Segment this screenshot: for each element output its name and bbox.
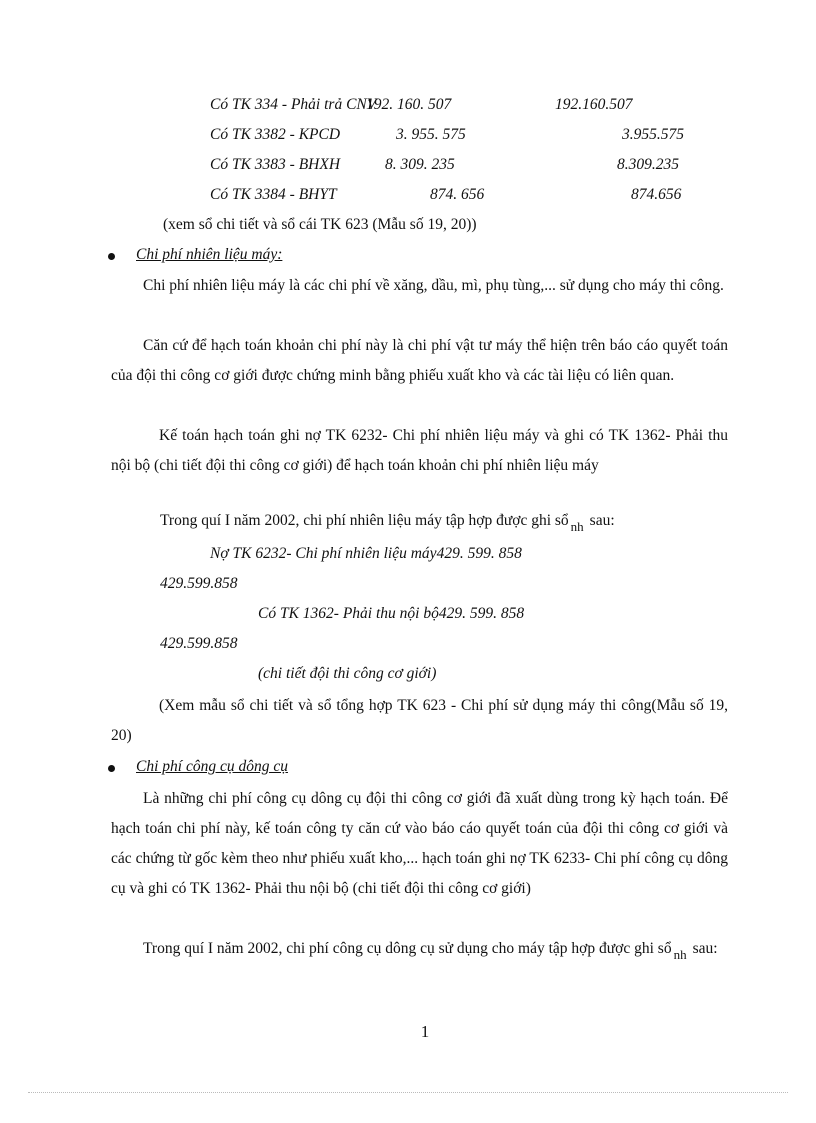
fuel-quarter-subscript: nh: [570, 519, 584, 534]
paragraph-fuel-quarter: [160, 512, 615, 534]
credit-amount-spaced-3384: 874. 656: [430, 186, 485, 203]
credit-amount-334: 192.160.507: [555, 96, 633, 113]
fuel-credit-line: [258, 605, 524, 623]
fuel-credit-detail: (chi tiết đội thi công cơ giới): [258, 665, 437, 682]
bullet-icon: [108, 253, 115, 260]
footer-divider: [28, 1092, 788, 1093]
paragraph-fuel-definition: Chi phí nhiên liệu máy là các chi phí về xăng, dầu, mì, phụ tùng,... sử dụng cho máy thi công.: [143, 277, 724, 294]
page-number: 1: [420, 1022, 430, 1041]
note-ledger-reference: (xem sổ chi tiết và sổ cái TK 623 (Mẫu số 19, 20)): [163, 216, 477, 233]
paragraph-tools-quarter: [111, 934, 728, 964]
tools-quarter-text: Trong quí I năm 2002, chi phí công cụ dông cụ sử dụng cho máy tập hợp được ghi sổ: [143, 940, 672, 957]
credit-account-334: Có TK 334 - Phải trả CNV: [210, 96, 377, 113]
credit-amount-3382: 3.955.575: [622, 126, 684, 143]
credit-account-3383: Có TK 3383 - BHXH: [210, 156, 341, 173]
credit-amount-spaced-3382: 3. 955. 575: [396, 126, 466, 143]
credit-amount-spaced-334: 192. 160. 507: [366, 96, 452, 113]
paragraph-tools-definition: Là những chi phí công cụ dông cụ đội thi công cơ giới đã xuất dùng trong kỳ hạch toán. Để hạch toán chi phí này, kế toán công ty căn cứ vào báo cáo quyết toán của đội thi công cơ giới và các chứng từ gốc kèm theo như phiếu xuất kho,... hạch toán ghi nợ TK 6233- Chi phí công cụ dông cụ và ghi có TK 1362- Phải thu nội bộ (chi tiết đội thi công cơ giới): [111, 790, 728, 897]
fuel-debit-line: [210, 545, 522, 563]
fuel-debit-amount-spaced: 429. 599. 858: [436, 545, 522, 562]
bullet-icon: [108, 765, 115, 772]
fuel-credit-amount-spaced: 429. 599. 858: [438, 605, 525, 622]
tools-quarter-suffix: sau:: [692, 940, 718, 957]
credit-account-3382: Có TK 3382 - KPCD: [210, 126, 341, 143]
section-heading-fuel: Chi phí nhiên liệu máy:: [136, 246, 283, 263]
fuel-credit-account: Có TK 1362- Phải thu nội bộ: [258, 605, 439, 622]
fuel-quarter-suffix: sau:: [589, 512, 615, 529]
fuel-quarter-text: Trong quí I năm 2002, chi phí nhiên liệu máy tập hợp được ghi sổ: [160, 512, 569, 529]
fuel-debit-amount: 429.599.858: [160, 575, 238, 592]
paragraph-fuel-basis: Căn cứ để hạch toán khoản chi phí này là chi phí vật tư máy thể hiện trên báo cáo quyết toán của đội thi công cơ giới được chứng minh bằng phiếu xuất kho và các tài liệu có liên quan.: [111, 337, 728, 384]
fuel-debit-account: Nợ TK 6232- Chi phí nhiên liệu máy: [210, 545, 437, 562]
section-heading-tools: Chi phí công cụ dông cụ: [136, 758, 288, 775]
credit-amount-3383: 8.309.235: [617, 156, 679, 173]
credit-amount-spaced-3383: 8. 309. 235: [385, 156, 455, 173]
note-fuel-ledger: (Xem mẫu sổ chi tiết và sổ tổng hợp TK 623 - Chi phí sử dụng máy thi công(Mẫu số 19, 20): [111, 697, 728, 744]
tools-quarter-subscript: nh: [673, 947, 687, 962]
paragraph-fuel-accounting: Kế toán hạch toán ghi nợ TK 6232- Chi phí nhiên liệu máy và ghi có TK 1362- Phải thu nội bộ (chi tiết đội thi công cơ giới) để hạch toán khoản chi phí nhiên liệu máy: [111, 427, 728, 474]
fuel-credit-amount: 429.599.858: [160, 635, 238, 652]
credit-account-3384: Có TK 3384 - BHYT: [210, 186, 337, 203]
credit-amount-3384: 874.656: [631, 186, 682, 203]
